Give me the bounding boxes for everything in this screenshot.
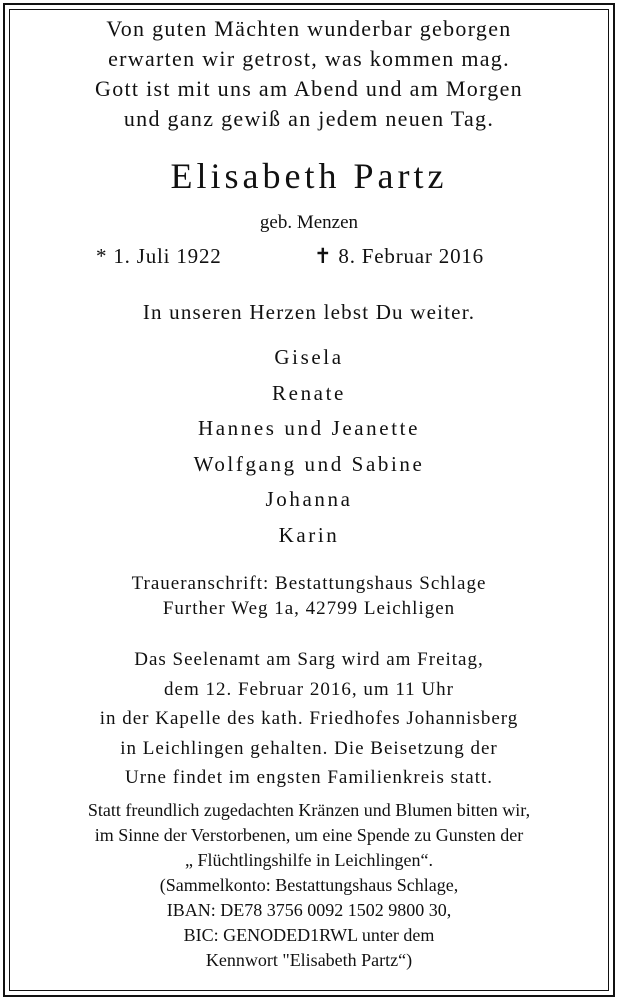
family-member: Wolfgang und Sabine <box>193 451 425 476</box>
donation-line: Kennwort "Elisabeth Partz“) <box>205 950 413 970</box>
service-line: in der Kapelle des kath. Friedhofes Johannisberg <box>99 708 519 729</box>
family-member: Karin <box>278 522 340 547</box>
donation-line: „ Flüchtlingshilfe in Leichlingen“. <box>185 850 433 870</box>
service-line: in Leichlingen gehalten. Die Beisetzung der <box>120 737 498 759</box>
poem-line: erwarten wir getrost, was kommen mag. <box>108 46 510 71</box>
donation-line: im Sinne der Verstorbenen, um eine Spende zu Gunsten der <box>94 825 524 845</box>
donation-line: IBAN: DE78 3756 0092 1502 9800 30, <box>166 900 452 920</box>
family-member: Gisela <box>274 345 344 369</box>
death-date-group <box>314 243 484 269</box>
service-line: Urne findet im engsten Familienkreis statt. <box>124 767 494 788</box>
service-line: Das Seelenamt am Sarg wird am Freitag, <box>134 649 484 670</box>
death-date: 8. Februar 2016 <box>338 244 484 268</box>
birth-name: geb. Menzen <box>259 212 359 233</box>
address-line: Further Weg 1a, 42799 Leichligen <box>162 598 456 619</box>
poem-line: und ganz gewiß an jedem neuen Tag. <box>123 106 495 131</box>
mourning-address <box>10 571 608 621</box>
family-member: Renate <box>272 380 346 405</box>
poem-line: Von guten Mächten wunderbar geborgen <box>106 16 512 41</box>
motto: In unseren Herzen lebst Du weiter. <box>142 300 476 324</box>
donation-line: BIC: GENODED1RWL unter dem <box>183 925 435 945</box>
donation-line: Statt freundlich zugedachten Kränzen und Blumen bitten wir, <box>87 800 531 820</box>
poem <box>10 14 608 134</box>
deceased-name: Elisabeth Partz <box>170 156 448 196</box>
family-member: Johanna <box>265 487 353 511</box>
address-line: Traueranschrift: Bestattungshaus Schlage <box>131 573 487 594</box>
family-list <box>10 340 608 553</box>
donation-line: (Sammelkonto: Bestattungshaus Schlage, <box>159 875 459 895</box>
donation-request <box>10 798 608 973</box>
cross-icon: ✝ <box>314 244 333 268</box>
poem-line: Gott ist mit uns am Abend und am Morgen <box>95 76 523 101</box>
family-member: Hannes und Jeanette <box>197 416 420 440</box>
birth-date: * 1. Juli 1922 <box>96 244 222 268</box>
funeral-service-info <box>10 645 608 793</box>
service-line: dem 12. Februar 2016, um 11 Uhr <box>164 678 454 700</box>
